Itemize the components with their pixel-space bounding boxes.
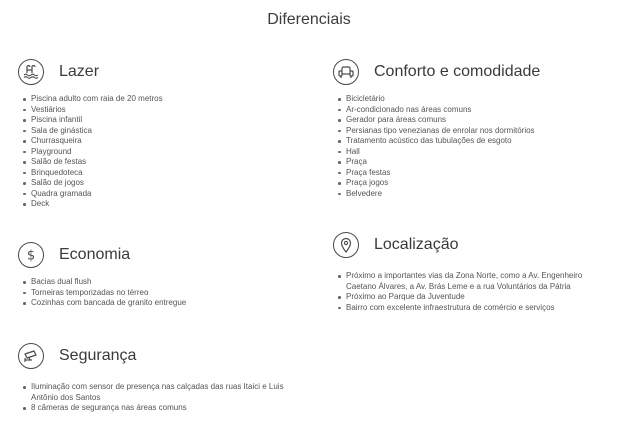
svg-text:$: $ — [26, 248, 36, 263]
list-localizacao — [333, 271, 613, 313]
list-item: Tratamento acústico das tubulações de esgoto — [337, 136, 613, 147]
list-item: Belvedere — [337, 189, 613, 200]
list-item: Bacias dual flush — [22, 277, 308, 288]
list-item: 8 câmeras de segurança nas áreas comuns — [22, 403, 308, 414]
list-seguranca — [18, 382, 308, 414]
list-item: Playground — [22, 147, 308, 158]
list-item: Churrasqueira — [22, 136, 308, 147]
list-item: Quadra gramada — [22, 189, 308, 200]
list-item: Gerador para áreas comuns — [337, 115, 613, 126]
section-seguranca — [18, 340, 308, 414]
list-item: Praça festas — [337, 168, 613, 179]
list-item: Piscina adulto com raia de 20 metros — [22, 94, 308, 105]
location-pin-icon — [333, 232, 359, 258]
section-title-localizacao: Localização — [374, 236, 459, 253]
section-economia — [18, 239, 308, 309]
list-item: Salão de festas — [22, 157, 308, 168]
section-title-lazer: Lazer — [59, 63, 100, 80]
list-item: Salão de jogos — [22, 178, 308, 189]
list-item: Sala de ginástica — [22, 126, 308, 137]
list-item: Hall — [337, 147, 613, 158]
section-lazer — [18, 56, 308, 210]
armchair-icon — [333, 59, 359, 85]
section-conforto — [333, 56, 613, 199]
list-item: Bairro com excelente infraestrutura de comércio e serviços — [337, 303, 613, 314]
list-conforto — [333, 94, 613, 199]
list-item: Praça — [337, 157, 613, 168]
pool-icon — [18, 59, 44, 85]
list-item: Próximo ao Parque da Juventude — [337, 292, 613, 303]
dollar-icon — [18, 242, 44, 268]
section-title-seguranca: Segurança — [59, 347, 137, 364]
list-item: Torneiras temporizadas no térreo — [22, 288, 308, 299]
section-title-conforto: Conforto e comodidade — [374, 63, 541, 80]
security-camera-icon — [18, 343, 44, 369]
list-item: Cozinhas com bancada de granito entregue — [22, 298, 308, 309]
section-header-seguranca — [18, 340, 308, 372]
list-item: Praça jogos — [337, 178, 613, 189]
section-header-conforto — [333, 56, 613, 88]
section-localizacao — [333, 229, 613, 313]
list-item: Iluminação com sensor de presença nas calçadas das ruas Itaici e Luis Antônio dos Santos — [22, 382, 308, 403]
list-item: Próximo a importantes vias da Zona Norte, como a Av. Engenheiro Caetano Álvares, a Av. Brás Leme e a rua Voluntários da Pátria — [337, 271, 613, 292]
list-item: Persianas tipo venezianas de enrolar nos dormitórios — [337, 126, 613, 137]
section-header-lazer — [18, 56, 308, 88]
list-item: Deck — [22, 199, 308, 210]
list-lazer — [18, 94, 308, 210]
list-item: Bicicletário — [337, 94, 613, 105]
list-item: Piscina infantil — [22, 115, 308, 126]
list-item: Vestiários — [22, 105, 308, 116]
page-title: Diferenciais — [267, 11, 351, 28]
list-economia — [18, 277, 308, 309]
section-header-localizacao — [333, 229, 613, 261]
section-title-economia: Economia — [59, 246, 131, 263]
list-item: Ar-condicionado nas áreas comuns — [337, 105, 613, 116]
list-item: Brinquedoteca — [22, 168, 308, 179]
section-header-economia — [18, 239, 308, 271]
